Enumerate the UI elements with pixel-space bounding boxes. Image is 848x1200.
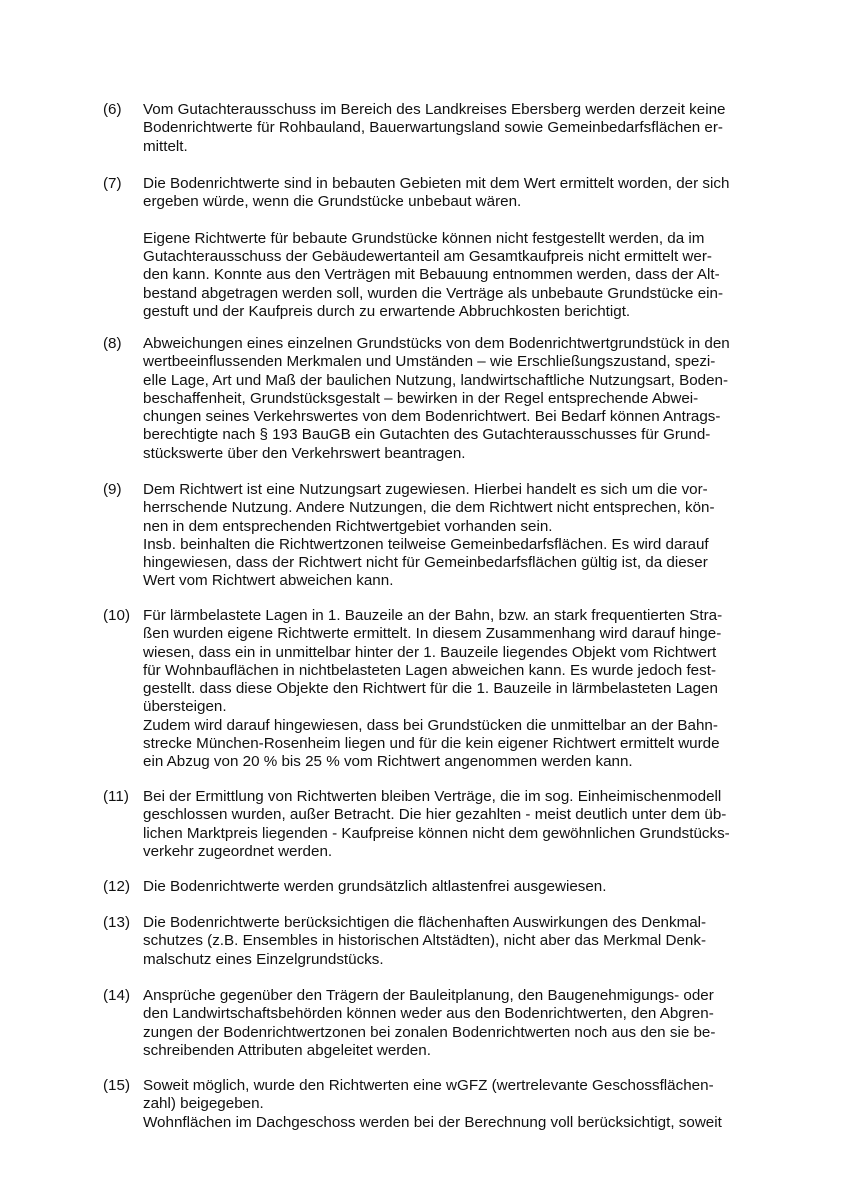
text-line: Gutachterausschuss der Gebäudewertanteil am Gesamtkaufpreis nicht ermittelt wer- [143,248,712,266]
text-line: nen in dem entsprechenden Richtwertgebiet vorhanden sein. [143,517,553,535]
text-line: Die Bodenrichtwerte berücksichtigen die flächenhaften Auswirkungen des Denkmal- [143,914,707,931]
text-line: ßen wurden eigene Richtwerte ermittelt. In diesem Zusammenhang wird darauf hinge- [143,625,722,643]
paragraph-number: (11) [103,788,129,805]
text-line: Bodenrichtwerte für Rohbauland, Bauerwartungsland sowie Gemeinbedarfsflächen er- [143,119,723,137]
text-line: gestellt. dass diese Objekte den Richtwert für die 1. Bauzeile in lärmbelasteten Lagen [143,680,718,698]
text-line: Ansprüche gegenüber den Trägern der Bauleitplanung, den Baugenehmigungs- oder [143,987,714,1004]
text-line: zahl) beigegeben. [143,1095,264,1113]
text-line: Vom Gutachterausschuss im Bereich des Landkreises Ebersberg werden derzeit keine [143,101,726,118]
paragraph-number: (14) [103,987,131,1004]
text-line: schutzes (z.B. Ensembles in historischen Altstädten), nicht aber das Merkmal Denk- [143,932,707,950]
paragraph-number: (10) [103,607,131,624]
text-line [143,212,763,230]
text-line: zungen der Bodenrichtwertzonen bei zonalen Bodenrichtwerten noch aus den sie be- [143,1023,716,1041]
paragraph-text [143,987,763,1060]
text-line: Eigene Richtwerte für bebaute Grundstücke können nicht festgestellt werden, da im [143,229,705,247]
text-line: bestand abgetragen werden soll, wurden die Verträge als unbebaute Grundstücke ein- [143,284,724,302]
paragraph-text [143,914,763,969]
paragraph-number: (15) [103,1077,131,1094]
text-line: übersteigen. [143,698,227,716]
text-line: schreibenden Attributen abgeleitet werden. [143,1041,431,1059]
paragraph-text [143,101,763,156]
text-line: hingewiesen, dass der Richtwert nicht für Gemeinbedarfsflächen gültig ist, da dieser [143,554,708,572]
text-line: Für lärmbelastete Lagen in 1. Bauzeile an der Bahn, bzw. an stark frequentierten Stra- [143,607,723,624]
text-line: Wohnflächen im Dachgeschoss werden bei der Berechnung voll berücksichtigt, soweit [143,1113,722,1131]
paragraph-text [143,788,763,861]
text-line: geschlossen wurden, außer Betracht. Die hier gezahlten - meist deutlich unter dem üb- [143,806,727,824]
paragraph-number: (9) [103,481,122,498]
text-line: ein Abzug von 20 % bis 25 % vom Richtwert angenommen werden kann. [143,753,633,771]
text-line: mittelt. [143,137,188,155]
text-line: chungen seines Verkehrswertes von dem Bodenrichtwert. Bei Bedarf können Antrags- [143,408,721,426]
text-line: wiesen, dass ein in unmittelbar hinter der 1. Bauzeile liegendes Objekt vom Richtwert [143,643,717,661]
text-line: herrschende Nutzung. Andere Nutzungen, die dem Richtwert nicht entsprechen, kön- [143,499,715,517]
text-line: gestuft und der Kaufpreis durch zu erwartende Abbruchkosten berichtigt. [143,303,631,321]
text-line: verkehr zugeordnet werden. [143,842,333,860]
paragraph-number: (7) [103,175,122,192]
text-line: elle Lage, Art und Maß der baulichen Nutzung, landwirtschaftliche Nutzungsart, Boden- [143,371,729,389]
text-line: lichen Marktpreis liegenden - Kaufpreise können nicht dem gewöhnlichen Grundstücks- [143,824,730,842]
text-line: Wert vom Richtwert abweichen kann. [143,572,394,590]
text-line: Abweichungen eines einzelnen Grundstücks von dem Bodenrichtwertgrundstück in den [143,335,730,352]
text-line: beschaffenheit, Grundstücksgestalt – bewirken in der Regel entsprechende Abwei- [143,389,699,407]
text-line: Die Bodenrichtwerte sind in bebauten Gebieten mit dem Wert ermittelt worden, der sich [143,175,730,192]
text-line: stückswerte über den Verkehrswert beantragen. [143,444,466,462]
text-line: strecke München-Rosenheim liegen und für die kein eigener Richtwert ermittelt wurde [143,735,720,753]
paragraph-number: (6) [103,101,122,118]
text-line: berechtigte nach § 193 BauGB ein Gutachten des Gutachterausschusses für Grund- [143,426,711,444]
paragraph-text [143,1077,763,1132]
text-line: den kann. Konnte aus den Verträgen mit Bebauung entnommen werden, dass der Alt- [143,266,720,284]
text-line: Dem Richtwert ist eine Nutzungsart zugewiesen. Hierbei handelt es sich um die vor- [143,481,708,498]
paragraph-text [143,481,763,591]
paragraph-text [143,878,763,896]
text-line: für Wohnbauflächen in nichtbelasteten Lagen abweichen kann. Es wurde jedoch fest- [143,661,717,679]
paragraph-number: (13) [103,914,131,931]
text-line: wertbeeinflussenden Merkmalen und Umständen – wie Erschließungszustand, spezi- [143,353,716,371]
paragraph-number: (8) [103,335,122,352]
paragraph-number: (12) [103,878,131,895]
text-line: ergeben würde, wenn die Grundstücke unbebaut wären. [143,193,522,211]
paragraph-text [143,335,763,463]
text-line: malschutz eines Einzelgrundstücks. [143,950,384,968]
text-line: den Landwirtschaftsbehörden können weder aus den Bodenrichtwerten, den Abgren- [143,1005,714,1023]
text-line: Die Bodenrichtwerte werden grundsätzlich altlastenfrei ausgewiesen. [143,878,607,895]
text-line: Soweit möglich, wurde den Richtwerten eine wGFZ (wertrelevante Geschossflächen- [143,1077,714,1094]
paragraph-text [143,175,763,321]
text-line: Bei der Ermittlung von Richtwerten bleiben Verträge, die im sog. Einheimischenmodell [143,788,722,805]
text-line: Zudem wird darauf hingewiesen, dass bei Grundstücken die unmittelbar an der Bahn- [143,716,718,734]
paragraph-text [143,607,763,772]
text-line: Insb. beinhalten die Richtwertzonen teilweise Gemeinbedarfsflächen. Es wird darauf [143,535,709,553]
